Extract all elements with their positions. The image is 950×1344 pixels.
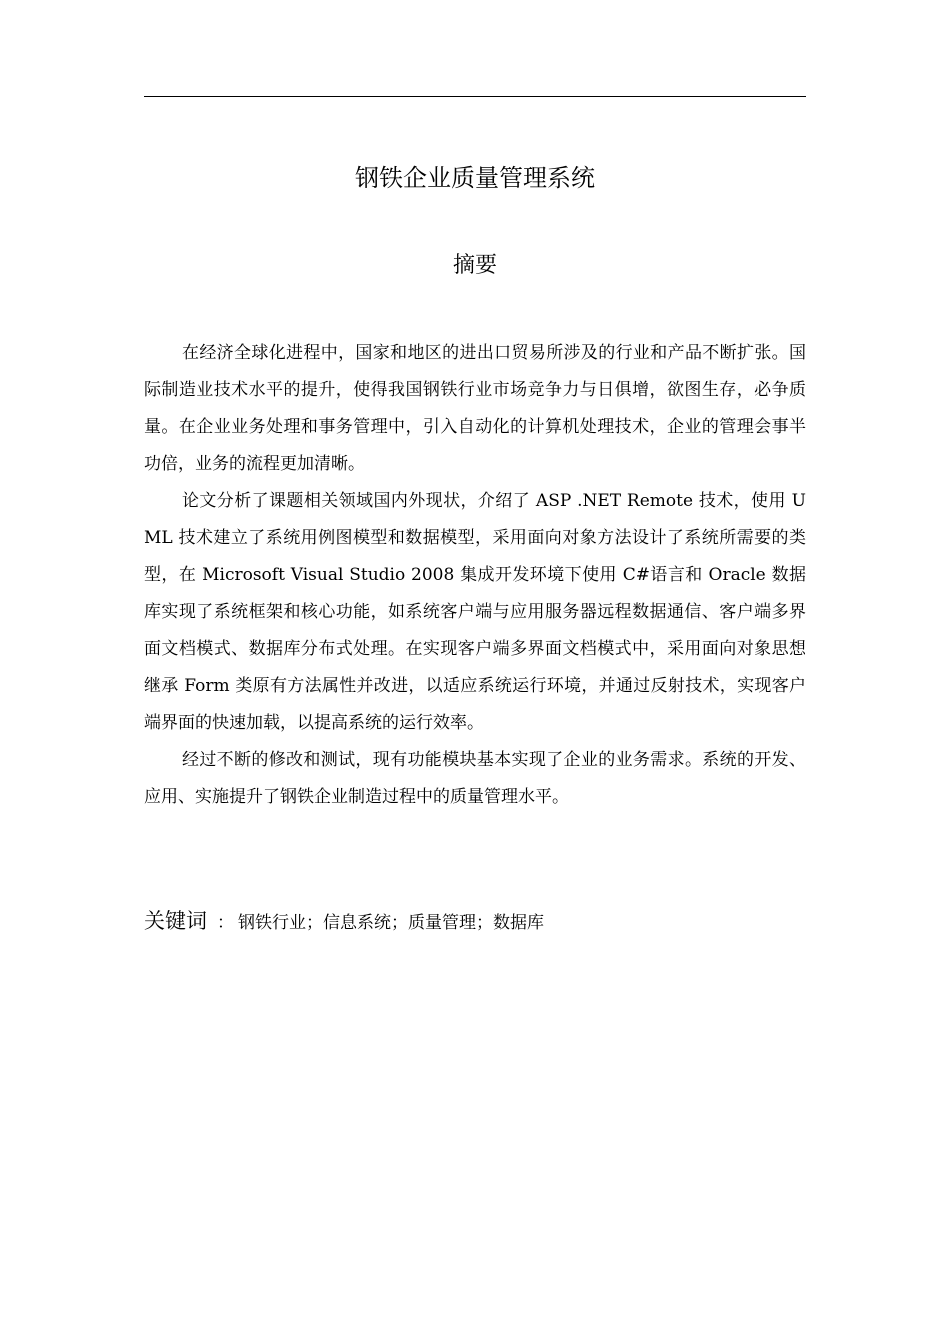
keywords-label: 关键词	[144, 909, 207, 933]
header-rule	[144, 96, 806, 97]
abstract-paragraph: 论文分析了课题相关领域国内外现状，介绍了 ASP .NET Remote 技术，使用 UML 技术建立了系统用例图模型和数据模型，采用面向对象方法设计了系统所需要的类型，在 Microsoft Visual Studio 2008 集成开发环境下使用 C#语言和 Oracle 数据库实现了系统框架和核心功能，如系统客户端与应用服务器远程数据通信、客户端多界面文档模式、数据库分布式处理。在实现客户端多界面文档模式中，采用面向对象思想继承 Form 类原有方法属性并改进，以适应系统运行环境，并通过反射技术，实现客户端界面的快速加载，以提高系统的运行效率。	[144, 491, 806, 733]
abstract-body	[144, 335, 806, 816]
keywords-line	[144, 903, 806, 941]
keywords-separator: ：	[217, 913, 234, 933]
abstract-paragraph: 在经济全球化进程中，国家和地区的进出口贸易所涉及的行业和产品不断扩张。国际制造业技术水平的提升，使得我国钢铁行业市场竞争力与日俱增，欲图生存，必争质量。在企业业务处理和事务管理中，引入自动化的计算机处理技术，企业的管理会事半功倍，业务的流程更加清晰。	[144, 343, 806, 474]
abstract-paragraph: 经过不断的修改和测试，现有功能模块基本实现了企业的业务需求。系统的开发、应用、实施提升了钢铁企业制造过程中的质量管理水平。	[144, 750, 806, 807]
document-title: 钢铁企业质量管理系统	[355, 164, 595, 192]
abstract-heading: 摘要	[452, 253, 497, 278]
keywords-list: 钢铁行业；信息系统；质量管理；数据库	[238, 913, 544, 933]
